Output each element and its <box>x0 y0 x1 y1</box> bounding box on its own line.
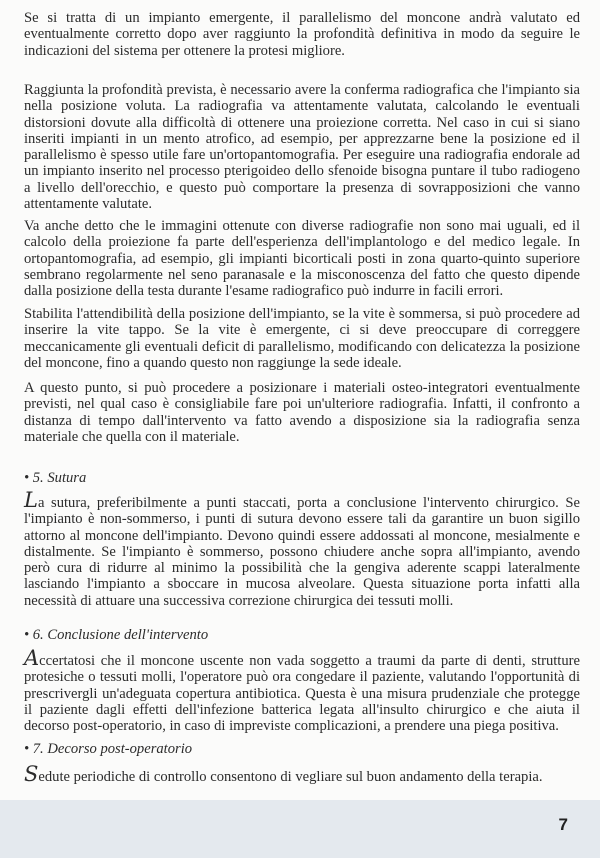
dropcap: A <box>24 646 40 670</box>
section-text: ccertatosi che il moncone uscente non vada soggetto a traumi da parte di denti, strutture protesiche o tessuti molli, l'operatore può ora congedare il paziente, valutando l'opportunità di prescrivergli un'adeguata copertura antibiotica. Questa è una misura prudenziale che protegge il paziente dagli effetti dell'infezione batterica legata all'insulto chirurgico e che aiuta il decorso post-operatorio, in caso di impreviste complicazioni, a prendere una piega positiva. <box>24 653 580 735</box>
section-heading-conclusione: • 6. Conclusione dell'intervento <box>24 627 209 643</box>
paragraph-5: A questo punto, si può procedere a posizionare i materiali osteo-integratori eventualmente previsti, nel qual caso è consigliabile fare poi un'ulteriore radiografia. Infatti, il confronto a distanza di tempo dall'intervento va fatto avendo a disposizione sia la radiografia senza materiale che quella con il materiale. <box>24 380 580 445</box>
page-number: 7 <box>558 815 568 834</box>
section-heading-sutura: • 5. Sutura <box>24 470 87 486</box>
paragraph-1: Se si tratta di un impianto emergente, il parallelismo del moncone andrà valutato ed eventualmente corretto dopo aver raggiunto la profondità definitiva in modo da seguire le indicazioni del sistema per ottenere la protesi migliore. <box>24 10 580 59</box>
section-conclusione-body <box>24 646 580 735</box>
paragraph-3: Va anche detto che le immagini ottenute con diverse radiografie non sono mai uguali, ed il calcolo della proiezione fa parte dell'esperienza dell'implantologo e del medico legale. In ortopantomografia, ad esempio, gli impianti bicorticali posti in zona quarto-quinto superiore sembrano regolarmente nel seno paranasale e la misconoscenza del fatto che questo dipende dalla posizione della testa durante l'esame radiografico può indurre in facili errori. <box>24 218 580 300</box>
section-text: a sutura, preferibilmente a punti staccati, porta a conclusione l'intervento chirurgico. Se l'impianto è non-sommerso, i punti di sutura devono essere tali da garantire un buon sigillo attorno al moncone dell'impianto. Devono quindi essere addossati al moncone, mesialmente e distalmente. Se l'impianto è sommerso, possono chiudere anche sopra all'impianto, avendo però cura di ridurre al minimo la possibilità che la gengiva aderente scappi lateralmente lasciando l'impianto a sboccare in mucosa alveolare. Questa situazione porta infatti alla necessità di attuare una successiva correzione chirurgica dei tessuti molli. <box>24 495 580 609</box>
footer-band <box>0 800 600 858</box>
paragraph-2: Raggiunta la profondità prevista, è necessario avere la conferma radiografica che l'impianto sia nella posizione voluta. La radiografia va attentamente valutata, calcolando le eventuali distorsioni dovute alla difficoltà di ottenere una proiezione corretta. Nel caso in cui si siano inseriti impianti in un mento atrofico, ad esempio, per apprezzarne bene la posizione ed il parallelismo è spesso utile fare un'ortopantomografia. Per eseguire una radiografia endorale ad un impianto inserito nel processo pterigoideo dello sfenoide bisogna puntare il tubo radiogeno a livello dell'orecchio, e questo può comportare la presenza di sovrapposizioni che vanno attentamente valutate. <box>24 82 580 213</box>
section-heading-decorso: • 7. Decorso post-operatorio <box>24 741 193 757</box>
section-text: edute periodiche di controllo consentono di vegliare sul buon andamento della terapia. <box>38 769 543 785</box>
section-decorso-body <box>24 762 580 786</box>
section-sutura-body <box>24 488 580 609</box>
dropcap: L <box>24 488 38 512</box>
dropcap: S <box>24 762 39 786</box>
paragraph-4: Stabilita l'attendibilità della posizione dell'impianto, se la vite è sommersa, si può procedere ad inserire la vite tappo. Se la vite è emergente, ci si deve preoccupare di correggere meccanicamente gli eventuali deficit di parallelismo, modificando con delicatezza la posizione del moncone, fino a quando questo non raggiunge la sede ideale. <box>24 306 580 371</box>
